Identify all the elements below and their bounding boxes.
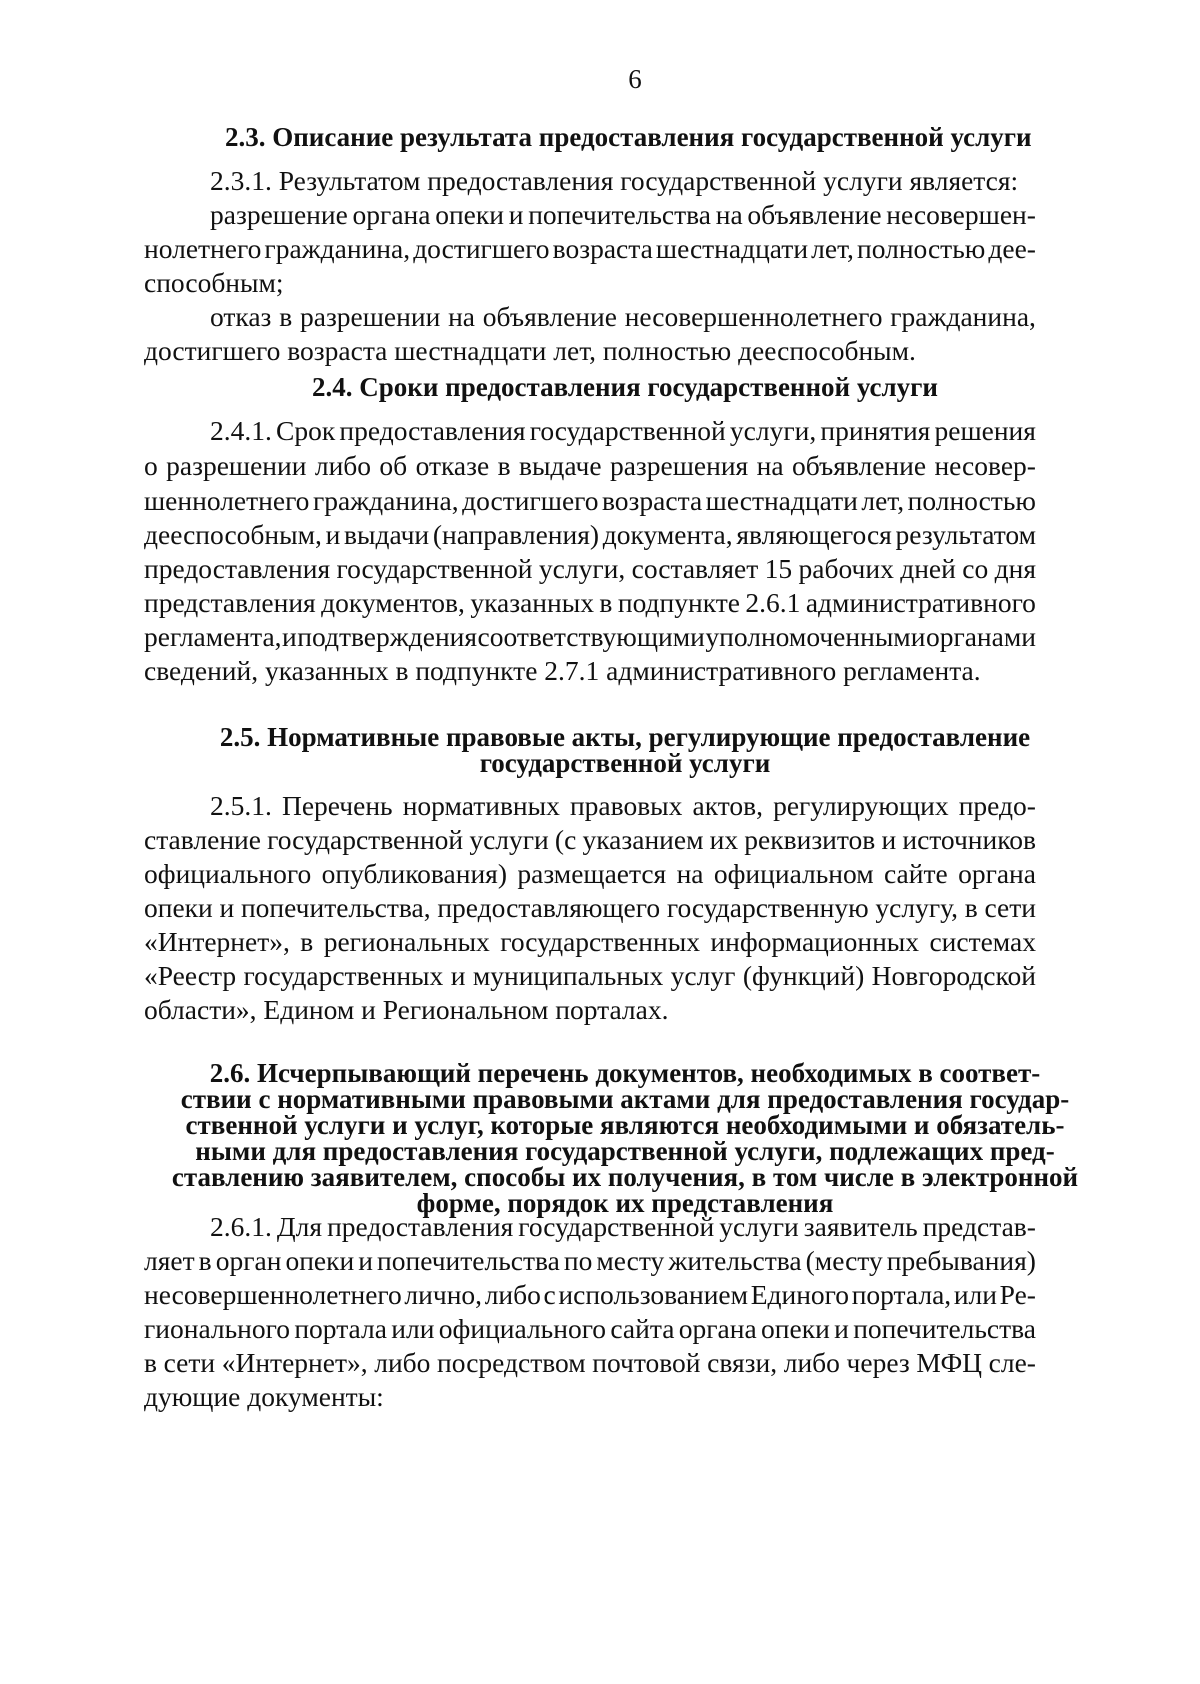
paragraph-line: ляет в орган опеки и попечительства по месту жительства (месту пребывания): [144, 1245, 1036, 1276]
paragraph-line: области», Едином и Региональном порталах.: [144, 994, 669, 1025]
paragraph-line: разрешение органа опеки и попечительства на объявление несовершен-: [210, 199, 1036, 230]
paragraph-line: предоставления государственной услуги, составляет 15 рабочих дней со дня: [144, 553, 1036, 584]
paragraph-line: о разрешении либо об отказе в выдаче разрешения на объявление несовер-: [144, 450, 1036, 481]
section-heading-2-5: [200, 724, 1050, 776]
paragraph-line: способным;: [144, 267, 284, 298]
heading-line: государственной услуги: [479, 748, 771, 778]
paragraph-line: несовершеннолетнего лично, либо с использованием Единого портала, или Ре-: [144, 1279, 1036, 1310]
paragraph-line: 2.4.1. Срок предоставления государственной услуги, принятия решения: [210, 415, 1036, 446]
heading-line: ставлению заявителем, способы их получения, в том числе в электронной: [171, 1162, 1079, 1192]
paragraph-line: 2.6.1. Для предоставления государственной услуги заявитель представ-: [210, 1211, 1036, 1242]
heading-line: ствии с нормативными правовыми актами для предоставления государ-: [180, 1084, 1070, 1114]
paragraph-line: 2.5.1. Перечень нормативных правовых актов, регулирующих предо-: [210, 790, 1036, 821]
paragraph-line: «Реестр государственных и муниципальных услуг (функций) Новгородской: [144, 960, 1036, 991]
page-number: 6: [628, 64, 642, 94]
heading-line: 2.3. Описание результата предоставления государственной услуги: [225, 122, 1032, 152]
paragraph-line: представления документов, указанных в подпункте 2.6.1 административного: [144, 587, 1036, 618]
section-heading-2-6: [140, 1060, 1110, 1216]
paragraph-line: сведений, указанных в подпункте 2.7.1 административного регламента.: [144, 655, 981, 686]
paragraph-line: шеннолетнего гражданина, достигшего возраста шестнадцати лет, полностью: [144, 485, 1036, 516]
paragraph-line: гионального портала или официального сайта органа опеки и попечительства: [144, 1313, 1036, 1344]
paragraph-line: дееспособным, и выдачи (направления) документа, являющегося результатом: [144, 519, 1036, 550]
paragraph-line: официального опубликования) размещается на официальном сайте органа: [144, 858, 1036, 889]
heading-line: 2.6. Исчерпывающий перечень документов, необходимых в соответ-: [209, 1058, 1041, 1088]
paragraph-line: достигшего возраста шестнадцати лет, полностью дееспособным.: [144, 335, 916, 366]
heading-line: форме, порядок их представления: [416, 1188, 834, 1218]
paragraph-line: в сети «Интернет», либо посредством почтовой связи, либо через МФЦ сле-: [144, 1347, 1036, 1378]
heading-line: 2.4. Сроки предоставления государственной услуги: [312, 372, 938, 402]
paragraph-line: 2.3.1. Результатом предоставления государственной услуги является:: [210, 165, 1019, 196]
paragraph-line: ставление государственной услуги (с указанием их реквизитов и источников: [144, 824, 1036, 855]
paragraph-line: дующие документы:: [144, 1381, 384, 1412]
heading-line: ственной услуги и услуг, которые являются необходимыми и обязатель-: [185, 1110, 1065, 1140]
paragraph-line: регламента, и подтверждения соответствующими уполномоченными органами: [144, 621, 1036, 652]
paragraph-line: нолетнего гражданина, достигшего возраста шестнадцати лет, полностью дее-: [144, 233, 1036, 264]
heading-line: ными для предоставления государственной услуги, подлежащих пред-: [195, 1136, 1055, 1166]
paragraph-line: «Интернет», в региональных государственных информационных системах: [144, 926, 1036, 957]
section-heading-2-4: [225, 374, 1025, 400]
section-heading-2-3: [225, 122, 1032, 152]
paragraph-line: отказ в разрешении на объявление несовершеннолетнего гражданина,: [210, 301, 1036, 332]
paragraph-line: опеки и попечительства, предоставляющего государственную услугу, в сети: [144, 892, 1036, 923]
heading-line: 2.5. Нормативные правовые акты, регулирующие предоставление: [219, 722, 1031, 752]
